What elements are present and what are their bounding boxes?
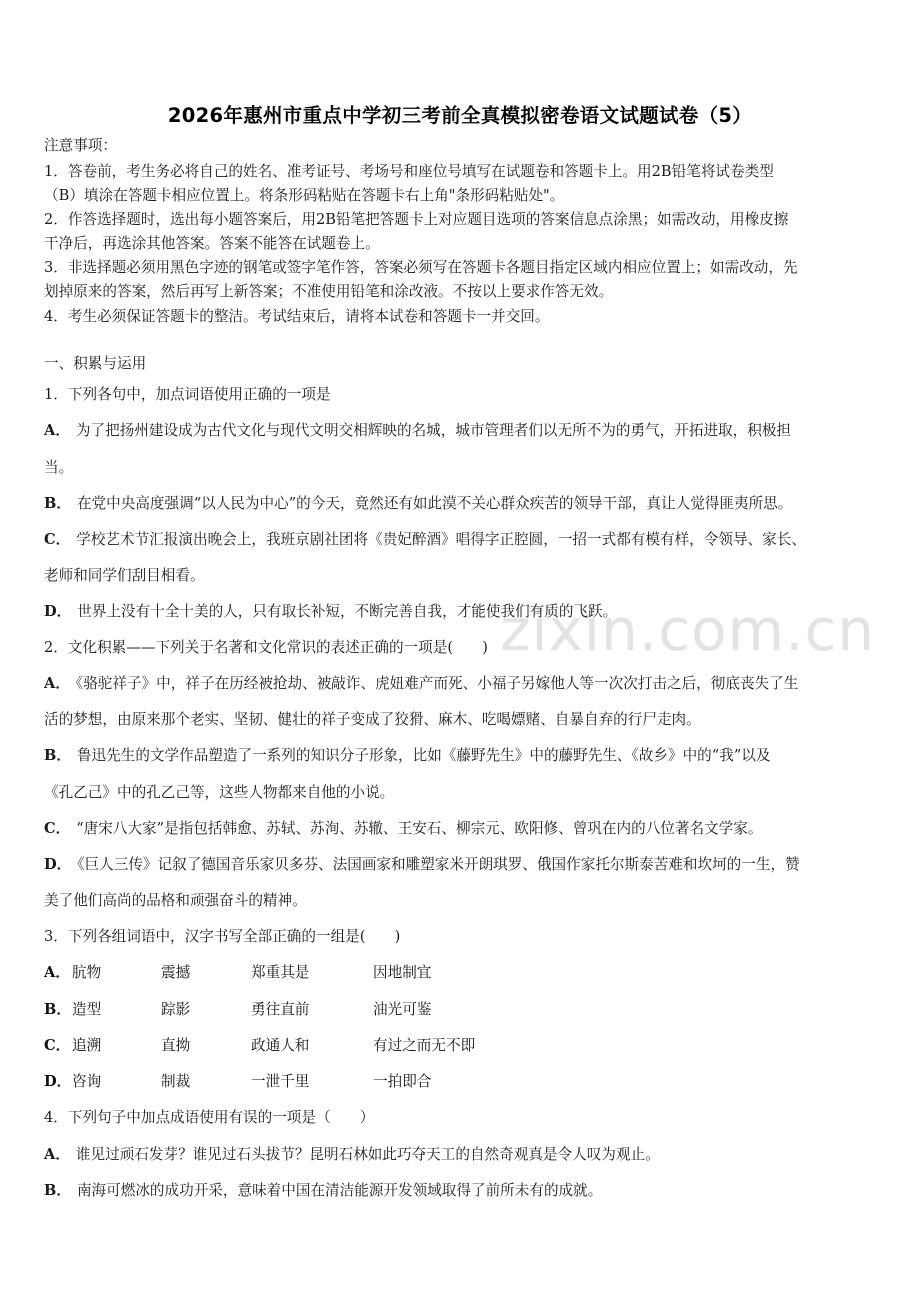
word: 政通人和 [251, 1037, 310, 1054]
option-text-continued: 当。 [44, 459, 74, 476]
option-text: 在党中央高度强调“以人民为中心”的今天，竟然还有如此漠不关心群众疾苦的领导干部，真让人觉得匪夷所思。 [76, 495, 793, 512]
option-label: B． [44, 1001, 71, 1018]
option-label: C． [44, 820, 71, 837]
word: 有过之而无不即 [373, 1037, 476, 1054]
option-label: D． [44, 1073, 72, 1090]
word: 制裁 [161, 1073, 191, 1090]
option-text: 南海可燃冰的成功开采，意味着中国在清洁能源开发领域取得了前所未有的成就。 [76, 1182, 603, 1199]
question-stem: 1．下列各句中，加点词语使用正确的一项是 [44, 386, 331, 403]
option-label: C． [44, 531, 71, 548]
word: 踪影 [161, 1001, 191, 1018]
word: 一拍即合 [373, 1073, 432, 1090]
option-item [44, 1181, 884, 1201]
option-item [44, 746, 884, 766]
notice-line: 3．非选择题必须用黑色字迹的钢笔或签字笔作答，答案必须写在答题卡各题目指定区域内相应位置上；如需改动，先 [44, 259, 798, 276]
word: 造型 [72, 1001, 102, 1018]
word: 郑重其是 [251, 964, 310, 981]
word: 震撼 [161, 964, 191, 981]
option-text: “唐宋八大家”是指包括韩愈、苏轼、苏洵、苏辙、王安石、柳宗元、欧阳修、曾巩在内的八位著名文学家。 [76, 820, 763, 837]
option-item [44, 530, 884, 550]
option-label: D． [44, 856, 72, 873]
word: 直拗 [161, 1037, 191, 1054]
notice-line: 划掉原来的答案，然后再写上新答案；不准使用铅笔和涂改液。不按以上要求作答无效。 [44, 283, 614, 300]
option-text-continued: 活的梦想，由原来那个老实、坚韧、健壮的祥子变成了狡猾、麻木、吃喝嫖赌、自暴自弃的行尸走肉。 [44, 711, 701, 728]
word: 一泄千里 [251, 1073, 310, 1090]
option-label: B． [44, 1182, 71, 1199]
watermark: zixin.com.cn [500, 596, 876, 664]
word: 肮物 [72, 964, 102, 981]
option-text-continued: 老师和同学们刮目相看。 [44, 567, 205, 584]
option-text-continued: 《孔乙己》中的孔乙己等，这些人物都来自他的小说。 [44, 784, 395, 801]
option-label: A． [44, 422, 70, 439]
option-item [44, 1145, 884, 1165]
option-item [44, 674, 884, 694]
option-label: A． [44, 675, 70, 692]
option-item [44, 602, 884, 622]
option-text-continued: 美了他们高尚的品格和顽强奋斗的精神。 [44, 892, 307, 909]
option-label: C． [44, 1037, 71, 1054]
section-heading: 一、积累与运用 [44, 355, 147, 372]
notice-line: 1．答卷前，考生务必将自己的姓名、准考证号、考场号和座位号填写在试题卷和答题卡上。用2B铅笔将试卷类型 [44, 163, 774, 180]
option-item [44, 494, 884, 514]
notice-line: 4．考生必须保证答题卡的整洁。考试结束后，请将本试卷和答题卡一并交回。 [44, 308, 550, 325]
option-item [44, 819, 884, 839]
word: 油光可鉴 [373, 1001, 432, 1018]
word: 追溯 [72, 1037, 102, 1054]
option-label: B． [44, 495, 71, 512]
notice-line: 2．作答选择题时，选出每小题答案后，用2B铅笔把答题卡上对应题目选项的答案信息点涂黑；如需改动，用橡皮擦 [44, 211, 789, 228]
option-label: A． [44, 964, 70, 981]
option-item [44, 421, 884, 441]
question-stem: 3．下列各组词语中，汉字书写全部正确的一组是( ) [44, 928, 401, 945]
word: 勇往直前 [251, 1001, 310, 1018]
option-text: 世界上没有十全十美的人，只有取长补短，不断完善自我，才能使我们有质的飞跃。 [77, 603, 618, 620]
word: 咨询 [72, 1073, 102, 1090]
option-text: 《巨人三传》记叙了德国音乐家贝多芬、法国画家和雕塑家米开朗琪罗、俄国作家托尔斯泰苦难和坎坷的一生，赞 [77, 856, 800, 873]
notice-heading: 注意事项： [44, 137, 117, 154]
notice-line: 干净后，再选涂其他答案。答案不能答在试题卷上。 [44, 235, 380, 252]
option-label: A． [44, 1146, 70, 1163]
notice-line: （B）填涂在答题卡相应位置上。将条形码粘贴在答题卡右上角"条形码粘贴处"。 [44, 187, 565, 204]
option-text: 鲁迅先生的文学作品塑造了一系列的知识分子形象，比如《藤野先生》中的藤野先生、《故乡》中的“我”以及 [76, 747, 771, 764]
option-text: 《骆驼祥子》中，祥子在历经被抢劫、被敲诈、虎妞难产而死、小福子另嫁他人等一次次打击之后，彻底丧失了生 [75, 675, 799, 692]
option-text: 谁见过顽石发芽？谁见过石头拔节？昆明石林如此巧夺天工的自然奇观真是令人叹为观止。 [75, 1146, 660, 1163]
option-label: B． [44, 747, 71, 764]
option-label: D． [44, 603, 72, 620]
question-stem: 2．文化积累——下列关于名著和文化常识的表述正确的一项是( ) [44, 639, 488, 656]
option-item [44, 855, 884, 875]
option-text: 为了把扬州建设成为古代文化与现代文明交相辉映的名城，城市管理者们以无所不为的勇气，开拓进取，积极担 [75, 422, 792, 439]
option-text: 学校艺术节汇报演出晚会上，我班京剧社团将《贵妃醉酒》唱得字正腔圆，一招一式都有模有样，令领导、家长、 [76, 531, 806, 548]
question-stem: 4．下列句子中加点成语使用有误的一项是（ ） [44, 1109, 375, 1126]
word: 因地制宜 [373, 964, 432, 981]
page-title: 2026年惠州市重点中学初三考前全真模拟密卷语文试题试卷（5） [167, 104, 753, 127]
